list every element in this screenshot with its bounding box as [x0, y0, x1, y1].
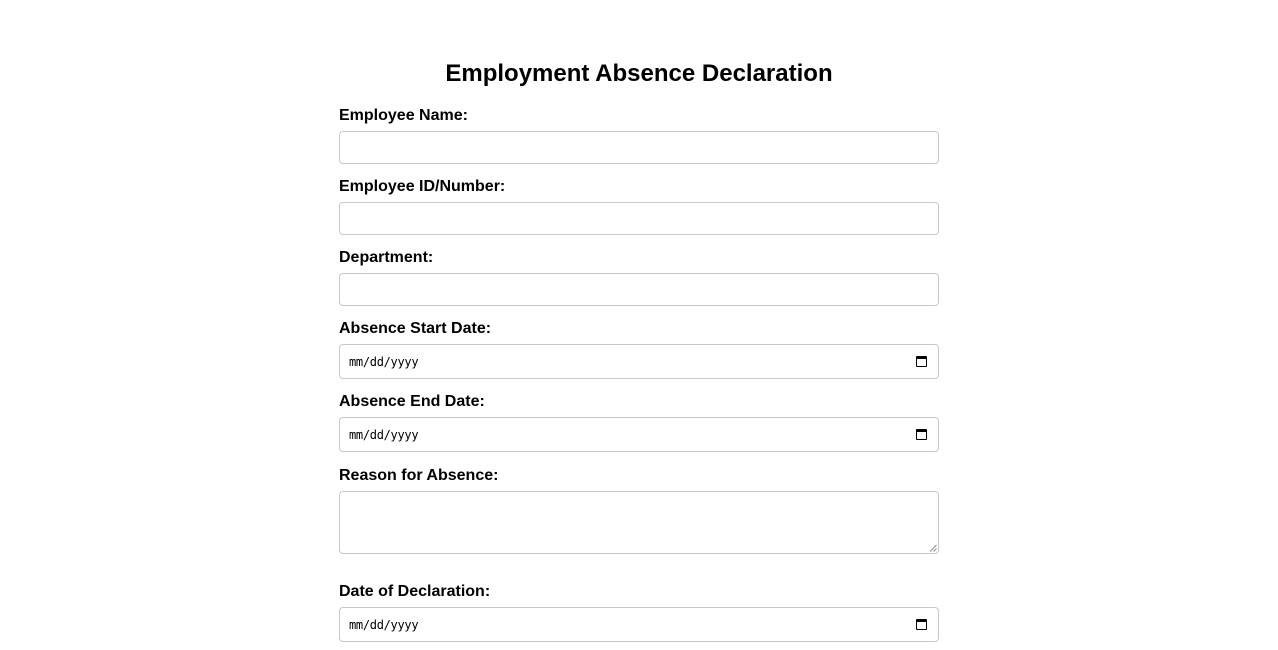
employee-id-input[interactable]: [339, 202, 939, 235]
employee-name-label: Employee Name:: [339, 107, 468, 124]
employee-id-label: Employee ID/Number:: [339, 178, 506, 195]
absence-end-date-placeholder: mm/dd/yyyy: [349, 428, 419, 442]
date-of-declaration-label: Date of Declaration:: [339, 583, 491, 600]
date-of-declaration-input[interactable]: [339, 607, 939, 642]
resize-grip-icon[interactable]: [929, 544, 937, 552]
calendar-icon[interactable]: [916, 429, 927, 440]
reason-for-absence-label: Reason for Absence:: [339, 467, 499, 484]
calendar-icon[interactable]: [916, 619, 927, 630]
department-input[interactable]: [339, 273, 939, 306]
page-title: Employment Absence Declaration: [445, 60, 833, 87]
employee-name-input[interactable]: [339, 131, 939, 164]
reason-for-absence-textarea[interactable]: [339, 491, 939, 554]
absence-end-date-label: Absence End Date:: [339, 393, 485, 410]
department-label: Department:: [339, 249, 434, 266]
date-of-declaration-placeholder: mm/dd/yyyy: [349, 618, 419, 632]
absence-start-date-input[interactable]: [339, 344, 939, 379]
calendar-icon[interactable]: [916, 356, 927, 367]
absence-start-date-label: Absence Start Date:: [339, 320, 492, 337]
absence-start-date-placeholder: mm/dd/yyyy: [349, 355, 419, 369]
absence-end-date-input[interactable]: [339, 417, 939, 452]
